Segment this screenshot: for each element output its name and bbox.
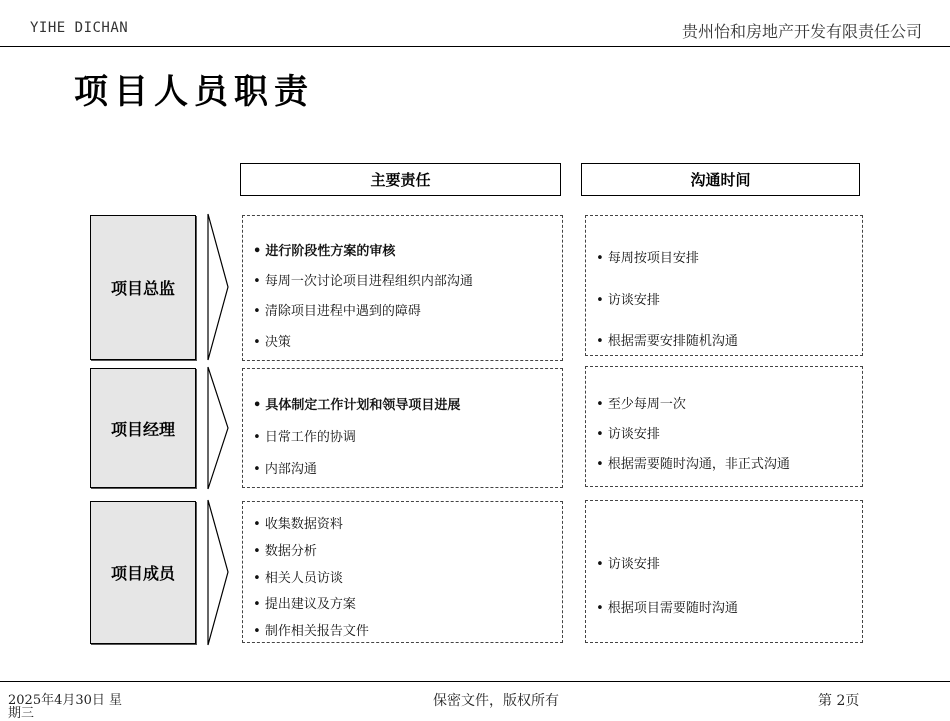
- list-item: • 每周按项目安排: [596, 251, 699, 266]
- list-item: • 访谈安排: [596, 293, 660, 308]
- list-item: • 数据分析: [253, 544, 317, 559]
- communication-box-director: [585, 215, 863, 356]
- footer-confidential: 保密文件，版权所有: [433, 693, 559, 709]
- chevron-right-icon: [207, 499, 229, 646]
- communication-box-member: [585, 500, 863, 643]
- role-box-manager: [90, 368, 196, 488]
- column-header-responsibility: 主要责任: [240, 163, 561, 196]
- list-item: • 根据项目需要随时沟通: [596, 601, 738, 616]
- list-item: • 具体制定工作计划和领导项目进展: [253, 398, 461, 413]
- list-item: • 日常工作的协调: [253, 430, 356, 445]
- role-box-member: [90, 501, 196, 644]
- list-item: • 至少每周一次: [596, 397, 686, 412]
- list-item: • 每周一次讨论项目进程组织内部沟通: [253, 274, 473, 289]
- chevron-right-icon: [207, 213, 229, 361]
- role-label: 项目成员: [110, 564, 175, 583]
- communication-box-manager: [585, 366, 863, 487]
- list-item: • 制作相关报告文件: [253, 624, 369, 639]
- role-label: 项目经理: [110, 419, 175, 439]
- list-item: • 相关人员访谈: [253, 571, 343, 586]
- list-item: • 收集数据资料: [253, 517, 343, 532]
- footer-divider: [0, 681, 950, 682]
- list-item: • 进行阶段性方案的审核: [253, 244, 396, 259]
- list-item: • 内部沟通: [253, 462, 317, 477]
- header-divider: [0, 46, 950, 47]
- responsibility-box-director: [242, 215, 563, 361]
- list-item: • 根据需要安排随机沟通: [596, 334, 738, 349]
- page-title: 项目人员职责: [74, 72, 314, 112]
- company-abbrev: YIHE DICHAN: [30, 20, 129, 36]
- footer-date: 2025年4月30日 星 期三: [8, 693, 123, 721]
- list-item: • 提出建议及方案: [253, 597, 356, 612]
- role-box-director: [90, 215, 196, 360]
- list-item: • 清除项目进程中遇到的障碍: [253, 304, 421, 319]
- list-item: • 根据需要随时沟通，非正式沟通: [596, 457, 790, 472]
- page-number: 第 2页: [818, 693, 860, 709]
- company-name: 贵州怡和房地产开发有限责任公司: [681, 22, 922, 41]
- role-label: 项目总监: [110, 279, 175, 298]
- list-item: • 访谈安排: [596, 427, 660, 442]
- column-header-communication: 沟通时间: [581, 163, 860, 196]
- list-item: • 访谈安排: [596, 557, 660, 572]
- responsibility-box-member: [242, 501, 563, 643]
- list-item: • 决策: [253, 335, 291, 350]
- responsibility-box-manager: [242, 368, 563, 488]
- chevron-right-icon: [207, 366, 229, 490]
